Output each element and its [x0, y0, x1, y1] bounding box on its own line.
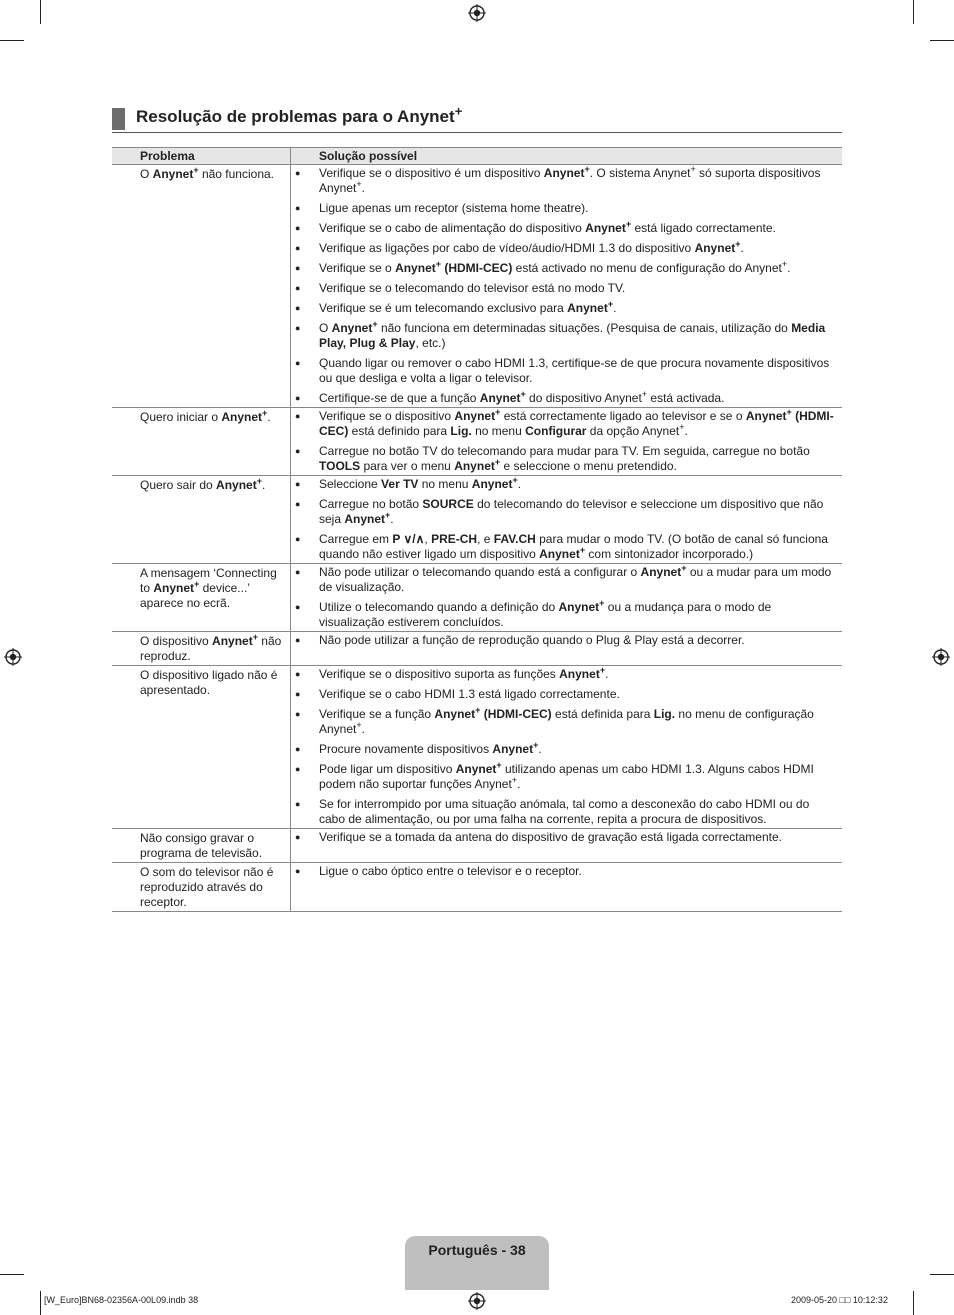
crop-mark [40, 0, 41, 24]
table-header-row [112, 148, 842, 165]
table-row [112, 863, 842, 912]
page-number: Português - 38 [428, 1242, 526, 1258]
crop-mark [913, 0, 914, 24]
header-problem: Problema [112, 148, 291, 165]
solution-cell [291, 476, 843, 564]
solution-item: ● Carregue em P ∨/∧, PRE-CH, e FAV.CH para mudar o modo TV. (O botão de canal só funciona quando não estiver ligado um dispositivo Anynet+ com sintonizador incorporado.) [291, 532, 838, 562]
solution-item: ● Ligue o cabo óptico entre o televisor e o receptor. [291, 864, 838, 879]
problem-cell: Quero iniciar o Anynet+. [112, 408, 291, 476]
problem-cell: O som do televisor não é reproduzido através do receptor. [112, 863, 291, 912]
file-info: [W_Euro]BN68-02356A-00L09.indb 38 [44, 1295, 199, 1305]
solution-list [291, 409, 838, 474]
solution-cell [291, 408, 843, 476]
solution-item: ● Verifique se o dispositivo é um dispositivo Anynet+. O sistema Anynet+ só suporta dispositivos Anynet+. [291, 166, 838, 196]
solution-item: ● Verifique se o telecomando do televisor está no modo TV. [291, 281, 838, 296]
table-row [112, 829, 842, 863]
table-body [112, 165, 842, 912]
solution-item: ● Utilize o telecomando quando a definição do Anynet+ ou a mudança para o modo de visualização estiverem concluídos. [291, 600, 838, 630]
solution-item: ● Verifique se o cabo de alimentação do dispositivo Anynet+ está ligado correctamente. [291, 221, 838, 236]
header-solution: Solução possível [291, 148, 843, 165]
solution-item: ● Pode ligar um dispositivo Anynet+ utilizando apenas um cabo HDMI 1.3. Alguns cabos HDMI podem não suportar funções Anynet+. [291, 762, 838, 792]
solution-list [291, 166, 838, 406]
solution-item: ● Verifique se a função Anynet+ (HDMI-CEC) está definida para Lig. no menu de configuração Anynet+. [291, 707, 838, 737]
solution-item: ● Verifique se o dispositivo suporta as funções Anynet+. [291, 667, 838, 682]
solution-cell [291, 863, 843, 912]
registration-mark-icon [468, 1292, 486, 1310]
troubleshooting-table [112, 147, 842, 912]
registration-mark-icon [468, 4, 486, 22]
solution-list [291, 477, 838, 562]
print-timestamp: 2009-05-20 □□ 10:12:32 [791, 1295, 888, 1305]
page-number-tab [405, 1236, 549, 1290]
solution-item: ● Verifique se o Anynet+ (HDMI-CEC) está activado no menu de configuração do Anynet+. [291, 261, 838, 276]
solution-item: ● Verifique se a tomada da antena do dispositivo de gravação está ligada correctamente. [291, 830, 838, 845]
solution-item: ● Carregue no botão SOURCE do telecomando do televisor e seleccione um dispositivo que não seja Anynet+. [291, 497, 838, 527]
solution-item: ● Verifique as ligações por cabo de vídeo/áudio/HDMI 1.3 do dispositivo Anynet+. [291, 241, 838, 256]
problem-cell: O Anynet+ não funciona. [112, 165, 291, 408]
crop-mark [930, 40, 954, 41]
table-row [112, 632, 842, 666]
solution-cell [291, 564, 843, 632]
crop-mark [0, 1274, 24, 1275]
table-row [112, 476, 842, 564]
solution-item: ● Verifique se o dispositivo Anynet+ está correctamente ligado ao televisor e se o Anynet+ (HDMI-CEC) está definido para Lig. no menu Configurar da opção Anynet+. [291, 409, 838, 439]
problem-cell: Não consigo gravar o programa de televisão. [112, 829, 291, 863]
solution-cell [291, 165, 843, 408]
problem-cell: Quero sair do Anynet+. [112, 476, 291, 564]
solution-list [291, 830, 838, 845]
crop-mark [913, 1291, 914, 1315]
solution-item: ● Não pode utilizar a função de reprodução quando o Plug & Play está a decorrer. [291, 633, 838, 648]
solution-item: ● Verifique se o cabo HDMI 1.3 está ligado correctamente. [291, 687, 838, 702]
title-bar-marker [112, 108, 125, 130]
solution-item: ● Quando ligar ou remover o cabo HDMI 1.3, certifique-se de que procura novamente dispositivos ou que desliga e volta a ligar o televisor. [291, 356, 838, 386]
solution-list [291, 667, 838, 827]
table-row [112, 666, 842, 829]
solution-list [291, 864, 838, 879]
solution-item: ● O Anynet+ não funciona em determinadas situações. (Pesquisa de canais, utilização do Media Play, Plug & Play, etc.) [291, 321, 838, 351]
table-row [112, 408, 842, 476]
solution-cell [291, 829, 843, 863]
solution-item: ● Ligue apenas um receptor (sistema home theatre). [291, 201, 838, 216]
problem-cell: A mensagem ‘Connecting to Anynet+ device...’ aparece no ecrã. [112, 564, 291, 632]
table-row [112, 165, 842, 408]
solution-cell [291, 632, 843, 666]
crop-mark [930, 1274, 954, 1275]
page-title: Resolução de problemas para o Anynet+ [136, 103, 463, 126]
solution-item: ● Procure novamente dispositivos Anynet+. [291, 742, 838, 757]
solution-list [291, 633, 838, 648]
section-header [112, 103, 842, 133]
solution-item: ● Carregue no botão TV do telecomando para mudar para TV. Em seguida, carregue no botão TOOLS para ver o menu Anynet+ e seleccione o menu pretendido. [291, 444, 838, 474]
crop-mark [0, 40, 24, 41]
solution-list [291, 565, 838, 630]
solution-item: ● Se for interrompido por uma situação anómala, tal como a desconexão do cabo HDMI ou do cabo de alimentação, ou por uma falha na corrente, repita a procura de dispositivos. [291, 797, 838, 827]
solution-item: ● Certifique-se de que a função Anynet+ do dispositivo Anynet+ está activada. [291, 391, 838, 406]
table-row [112, 564, 842, 632]
solution-item: ● Não pode utilizar o telecomando quando está a configurar o Anynet+ ou a mudar para um modo de visualização. [291, 565, 838, 595]
problem-cell: O dispositivo ligado não é apresentado. [112, 666, 291, 829]
registration-mark-icon [932, 648, 950, 666]
crop-mark [40, 1291, 41, 1315]
solution-item: ● Seleccione Ver TV no menu Anynet+. [291, 477, 838, 492]
problem-cell: O dispositivo Anynet+ não reproduz. [112, 632, 291, 666]
registration-mark-icon [4, 648, 22, 666]
solution-cell [291, 666, 843, 829]
solution-item: ● Verifique se é um telecomando exclusivo para Anynet+. [291, 301, 838, 316]
